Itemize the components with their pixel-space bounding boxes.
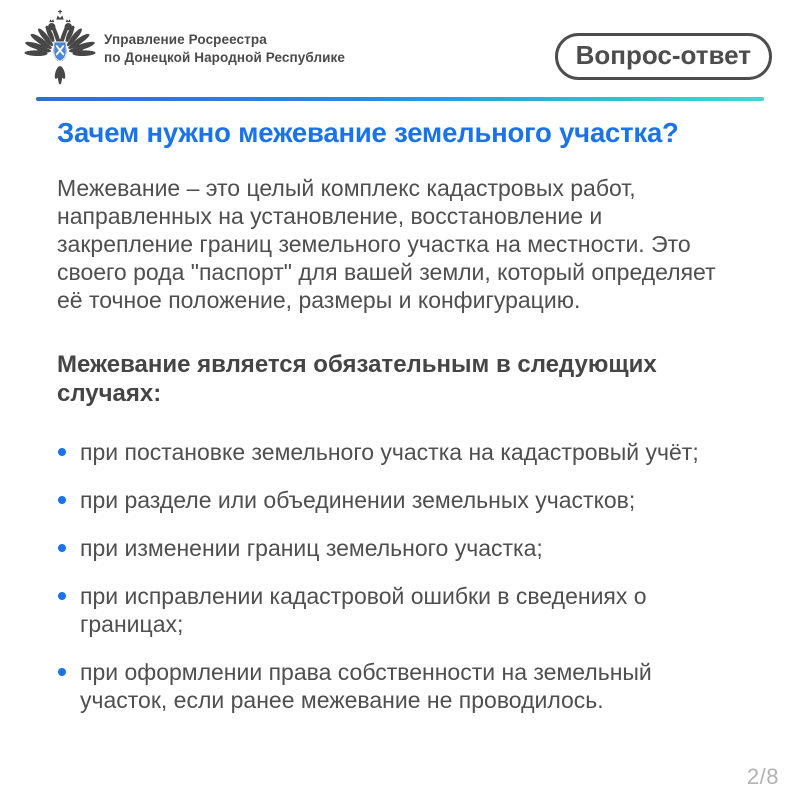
intro-paragraph: Межевание – это целый комплекс кадастровых работ, направленных на установление, восстановление и закрепление границ земельного участка на местности. Это своего рода "паспорт" для вашей земли, который определяет её точное положение, размеры и конфигурацию.: [57, 174, 716, 313]
gradient-divider: [36, 97, 764, 101]
bullet-dot-icon: [58, 592, 66, 600]
list-item-text: при исправлении кадастровой ошибки в сведениях о границах;: [80, 582, 647, 637]
list-item-text: при оформлении права собственности на земельный участок, если ранее межевание не проводилось.: [80, 658, 652, 713]
bullet-dot-icon: [58, 448, 66, 456]
page-title: Зачем нужно межевание земельного участка?: [57, 117, 679, 148]
page-indicator: 2/8: [746, 764, 779, 789]
org-name: [104, 31, 345, 67]
org-name-line1: Управление Росреестра: [104, 32, 267, 48]
list-item-text: при постановке земельного участка на кадастровый учёт;: [80, 438, 699, 465]
list-item: [57, 486, 729, 514]
question-answer-badge[interactable]: Вопрос-ответ: [555, 33, 772, 80]
list-item-text: при изменении границ земельного участка;: [80, 534, 543, 561]
bullet-dot-icon: [58, 544, 66, 552]
bullet-dot-icon: [58, 668, 66, 676]
bullet-list: [57, 438, 729, 714]
list-item-text: при разделе или объединении земельных участков;: [80, 486, 636, 513]
list-item: [57, 582, 729, 638]
list-item: [57, 658, 729, 714]
subheading: Межевание является обязательным в следующих случаях:: [57, 350, 657, 407]
main-content: [57, 117, 757, 734]
rosreestr-eagle-logo-icon: [18, 6, 102, 92]
header: [18, 6, 345, 92]
list-item: [57, 534, 729, 562]
bullet-dot-icon: [58, 496, 66, 504]
org-name-line2: по Донецкой Народной Республике: [104, 50, 346, 65]
list-item: [57, 438, 729, 466]
